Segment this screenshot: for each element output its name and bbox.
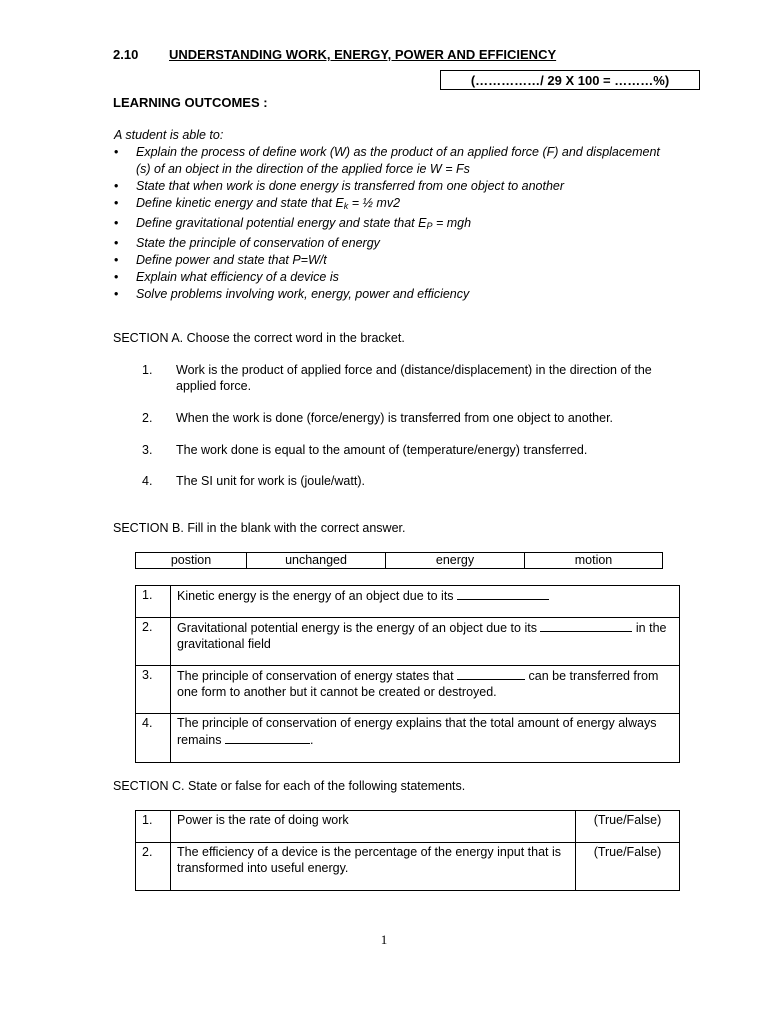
true-false-choice[interactable]: (True/False) (576, 843, 680, 891)
answer-blank[interactable] (457, 587, 549, 600)
outcome-item: • Solve problems involving work, energy, power and efficiency (114, 286, 674, 303)
word-bank-item: energy (386, 553, 525, 569)
row-number: 1. (136, 586, 171, 618)
table-row (136, 586, 680, 618)
true-false-table (135, 810, 680, 891)
word-bank (135, 552, 663, 569)
word-bank-item: motion (525, 553, 663, 569)
outcome-item: • Define kinetic energy and state that $E_k$ = ½ mv2 (114, 195, 674, 215)
row-number: 2. (136, 843, 171, 891)
fill-blank-table (135, 585, 680, 763)
word-bank-item: unchanged (247, 553, 386, 569)
section-a-instruction: SECTION A. Choose the correct word in the bracket. (113, 331, 405, 345)
outcomes-intro: A student is able to: (114, 128, 224, 142)
outcome-item: • Define gravitational potential energy and state that $E_P$ = mgh (114, 215, 674, 235)
score-box: (……………/ 29 X 100 = ………%) (440, 70, 700, 90)
tf-statement: Power is the rate of doing work (171, 811, 576, 843)
outcome-item: • Define power and state that P=W/t (114, 252, 674, 269)
section-a-question: 1. Work is the product of applied force and (distance/displacement) in the direction of the applied force. (142, 363, 652, 393)
table-row (136, 811, 680, 843)
learning-outcomes (114, 127, 674, 303)
section-number: 2.10 (113, 47, 139, 62)
word-bank-item: postion (136, 553, 247, 569)
page-title: UNDERSTANDING WORK, ENERGY, POWER AND EFFICIENCY (169, 47, 557, 62)
row-number: 3. (136, 666, 171, 714)
outcome-item: • Explain the process of define work (W) as the product of an applied force (F) and displacement (s) of an object in the direction of the applied force ie W = Fs (114, 144, 674, 178)
fill-statement: The principle of conservation of energy states that can be transferred from one form to another but it cannot be created or destroyed. (171, 666, 680, 714)
row-number: 2. (136, 618, 171, 666)
row-number: 1. (136, 811, 171, 843)
outcomes-heading: LEARNING OUTCOMES : (113, 95, 268, 110)
table-row (136, 843, 680, 891)
fill-statement: Kinetic energy is the energy of an object due to its (171, 586, 680, 618)
answer-blank[interactable] (457, 667, 525, 680)
outcomes-list (114, 144, 674, 303)
outcome-item: • Explain what efficiency of a device is (114, 269, 674, 286)
section-c-instruction: SECTION C. State or false for each of the following statements. (113, 779, 466, 793)
section-a-question: 3. The work done is equal to the amount of (temperature/energy) transferred. (142, 443, 588, 457)
page-number: 1 (380, 932, 388, 947)
section-b-instruction: SECTION B. Fill in the blank with the correct answer. (113, 521, 406, 535)
true-false-choice[interactable]: (True/False) (576, 811, 680, 843)
answer-blank[interactable] (225, 731, 310, 744)
tf-statement: The efficiency of a device is the percentage of the energy input that is transformed into useful energy. (171, 843, 576, 891)
section-a-question: 2. When the work is done (force/energy) is transferred from one object to another. (142, 411, 614, 425)
section-a-question: 4. The SI unit for work is (joule/watt). (142, 474, 365, 488)
table-row (136, 666, 680, 714)
outcome-item: • State the principle of conservation of energy (114, 235, 674, 252)
answer-blank[interactable] (540, 619, 632, 632)
table-row (136, 714, 680, 763)
row-number: 4. (136, 714, 171, 763)
outcome-item: • State that when work is done energy is transferred from one object to another (114, 178, 674, 195)
fill-statement: The principle of conservation of energy explains that the total amount of energy always remains . (171, 714, 680, 763)
fill-statement: Gravitational potential energy is the energy of an object due to its in the gravitational field (171, 618, 680, 666)
table-row (136, 618, 680, 666)
